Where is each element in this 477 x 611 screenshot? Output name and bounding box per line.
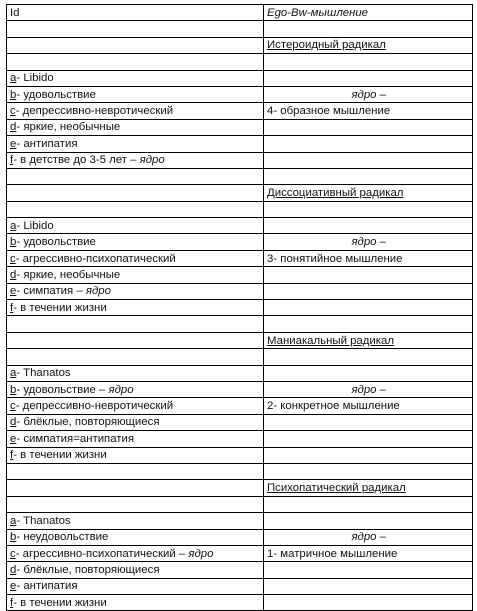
item-row [7, 414, 473, 430]
item-cell [7, 513, 264, 529]
item-dash: - [13, 301, 21, 314]
empty-cell [7, 463, 264, 479]
item-dash: - [16, 88, 24, 101]
core-separator: – [126, 154, 140, 167]
section-title: Диссоциативный радикал [264, 185, 473, 201]
item-cell [7, 103, 264, 119]
item-dash: - [13, 449, 21, 462]
item-cell [7, 562, 264, 578]
empty-cell [264, 447, 473, 463]
empty-cell [7, 201, 264, 217]
item-row [7, 381, 473, 397]
item-row [7, 152, 473, 168]
item-letter: e [10, 580, 17, 593]
item-dash: - [16, 219, 24, 232]
item-cell [7, 218, 264, 234]
empty-cell [264, 283, 473, 299]
thinking-level: 1- матричное мышление [264, 545, 473, 561]
item-cell [7, 578, 264, 594]
empty-cell [264, 119, 473, 135]
section-title-row [7, 332, 473, 348]
blank-row [7, 463, 473, 479]
item-cell [7, 300, 264, 316]
item-text: удовольствие [23, 236, 96, 249]
item-dash: - [16, 367, 24, 380]
item-letter: b [10, 236, 17, 249]
item-row [7, 595, 473, 611]
core-label: ядро [85, 285, 111, 298]
item-dash: - [15, 105, 23, 118]
item-row [7, 398, 473, 414]
item-letter: a [10, 514, 17, 527]
item-text: депрессивно-невротический [22, 400, 174, 413]
item-text: яркие, необычные [23, 121, 121, 134]
empty-cell [7, 496, 264, 512]
empty-cell [7, 332, 264, 348]
item-row [7, 119, 473, 135]
item-letter: a [10, 72, 17, 85]
item-dash: - [16, 531, 24, 544]
item-letter: f [10, 596, 14, 609]
item-dash: - [15, 547, 23, 560]
item-dash: - [13, 596, 21, 609]
empty-cell [264, 218, 473, 234]
core-marker: ядро – [264, 529, 473, 545]
item-letter: b [10, 531, 17, 544]
item-letter: b [10, 383, 17, 396]
empty-cell [264, 300, 473, 316]
item-text: симпатия [23, 285, 74, 298]
item-row [7, 447, 473, 463]
blank-row [7, 316, 473, 332]
item-dash: - [15, 252, 23, 265]
item-text: Libido [23, 219, 54, 232]
empty-cell [264, 316, 473, 332]
item-cell [7, 283, 264, 299]
thinking-level: 3- понятийное мышление [264, 250, 473, 266]
empty-cell [264, 414, 473, 430]
item-text: в течении жизни [20, 596, 107, 609]
core-marker: ядро – [264, 381, 473, 397]
item-cell [7, 595, 264, 611]
header-ego-thinking: Ego-Bw-мышление [264, 5, 473, 21]
empty-cell [264, 267, 473, 283]
item-letter: a [10, 367, 17, 380]
empty-cell [264, 168, 473, 184]
item-dash: - [16, 121, 24, 134]
section-title: Истероидный радикал [264, 37, 473, 53]
item-text: антипатия [23, 137, 78, 150]
item-row [7, 562, 473, 578]
item-dash: - [16, 285, 24, 298]
item-dash: - [16, 563, 24, 576]
item-letter: e [10, 285, 17, 298]
blank-row [7, 201, 473, 217]
table-body [7, 5, 473, 611]
item-cell [7, 398, 264, 414]
item-text: блёклые, повторяющиеся [23, 416, 160, 429]
document [6, 4, 473, 611]
item-cell [7, 70, 264, 86]
blank-row [7, 349, 473, 365]
empty-cell [264, 21, 473, 37]
empty-cell [264, 136, 473, 152]
item-row [7, 545, 473, 561]
item-dash: - [16, 580, 24, 593]
empty-cell [7, 168, 264, 184]
item-letter: f [10, 154, 14, 167]
empty-cell [264, 562, 473, 578]
item-text: удовольствие [23, 88, 96, 101]
header-row [7, 5, 473, 21]
item-row [7, 70, 473, 86]
item-cell [7, 152, 264, 168]
item-letter: b [10, 88, 17, 101]
item-cell [7, 447, 264, 463]
empty-cell [264, 595, 473, 611]
core-marker: ядро – [264, 86, 473, 102]
item-cell [7, 250, 264, 266]
item-text: агрессивно-психопатический [22, 547, 176, 560]
core-separator: – [175, 547, 189, 560]
item-dash: - [16, 236, 24, 249]
item-cell [7, 86, 264, 102]
blank-row [7, 168, 473, 184]
item-cell [7, 267, 264, 283]
blank-row [7, 54, 473, 70]
item-letter: c [10, 252, 16, 265]
item-text: симпатия=антипатия [23, 432, 135, 445]
core-marker: ядро – [264, 234, 473, 250]
item-letter: e [10, 137, 17, 150]
item-text: яркие, необычные [23, 268, 121, 281]
empty-cell [264, 54, 473, 70]
empty-cell [7, 54, 264, 70]
item-cell [7, 136, 264, 152]
empty-cell [264, 463, 473, 479]
item-letter: f [10, 449, 14, 462]
empty-cell [264, 513, 473, 529]
item-row [7, 431, 473, 447]
item-row [7, 300, 473, 316]
item-cell [7, 381, 264, 397]
item-text: в детстве до 3-5 лет [20, 154, 127, 167]
header-id: Id [7, 5, 264, 21]
item-text: агрессивно-психопатический [22, 252, 176, 265]
item-text: Libido [23, 72, 54, 85]
section-title-row [7, 37, 473, 53]
item-cell [7, 414, 264, 430]
item-cell [7, 119, 264, 135]
item-letter: c [10, 105, 16, 118]
empty-cell [264, 431, 473, 447]
item-letter: f [10, 301, 14, 314]
item-text: Thanatos [23, 514, 71, 527]
thinking-level: 4- образное мышление [264, 103, 473, 119]
item-letter: d [10, 416, 17, 429]
empty-cell [7, 349, 264, 365]
item-text: удовольствие [23, 383, 96, 396]
empty-cell [7, 37, 264, 53]
blank-row [7, 21, 473, 37]
empty-cell [264, 578, 473, 594]
item-dash: - [13, 154, 21, 167]
radical-table [6, 4, 473, 611]
core-label: ядро [188, 547, 214, 560]
section-title-row [7, 480, 473, 496]
blank-row [7, 496, 473, 512]
item-cell [7, 529, 264, 545]
empty-cell [7, 21, 264, 37]
empty-cell [264, 70, 473, 86]
section-title: Маниакальный радикал [264, 332, 473, 348]
item-cell [7, 431, 264, 447]
item-row [7, 250, 473, 266]
item-letter: d [10, 121, 17, 134]
core-separator: – [73, 285, 86, 298]
item-row [7, 103, 473, 119]
item-letter: a [10, 219, 17, 232]
item-row [7, 365, 473, 381]
core-label: ядро [108, 383, 134, 396]
item-row [7, 86, 473, 102]
item-cell [7, 545, 264, 561]
item-letter: d [10, 268, 17, 281]
item-row [7, 234, 473, 250]
item-cell [7, 234, 264, 250]
empty-cell [264, 201, 473, 217]
item-row [7, 218, 473, 234]
item-text: депрессивно-невротический [22, 105, 174, 118]
empty-cell [7, 316, 264, 332]
item-letter: c [10, 400, 16, 413]
empty-cell [264, 349, 473, 365]
section-title: Психопатический радикал [264, 480, 473, 496]
item-dash: - [16, 383, 24, 396]
item-text: в течении жизни [20, 449, 107, 462]
empty-cell [7, 480, 264, 496]
item-dash: - [16, 432, 24, 445]
item-dash: - [16, 416, 24, 429]
item-letter: e [10, 432, 17, 445]
item-row [7, 513, 473, 529]
section-title-row [7, 185, 473, 201]
item-row [7, 267, 473, 283]
item-dash: - [16, 268, 24, 281]
thinking-level: 2- конкретное мышление [264, 398, 473, 414]
item-row [7, 136, 473, 152]
item-text: неудовольствие [23, 531, 109, 544]
item-row [7, 529, 473, 545]
item-cell [7, 365, 264, 381]
core-separator: – [95, 383, 109, 396]
item-dash: - [16, 137, 24, 150]
core-label: ядро [139, 154, 165, 167]
item-text: блёклые, повторяющиеся [23, 563, 160, 576]
item-text: Thanatos [23, 367, 71, 380]
empty-cell [264, 152, 473, 168]
item-letter: c [10, 547, 16, 560]
item-row [7, 578, 473, 594]
item-dash: - [15, 400, 23, 413]
empty-cell [7, 185, 264, 201]
item-letter: d [10, 563, 17, 576]
item-row [7, 283, 473, 299]
item-text: в течении жизни [20, 301, 107, 314]
empty-cell [264, 496, 473, 512]
empty-cell [264, 365, 473, 381]
item-text: антипатия [23, 580, 78, 593]
item-dash: - [16, 72, 24, 85]
item-dash: - [16, 514, 24, 527]
